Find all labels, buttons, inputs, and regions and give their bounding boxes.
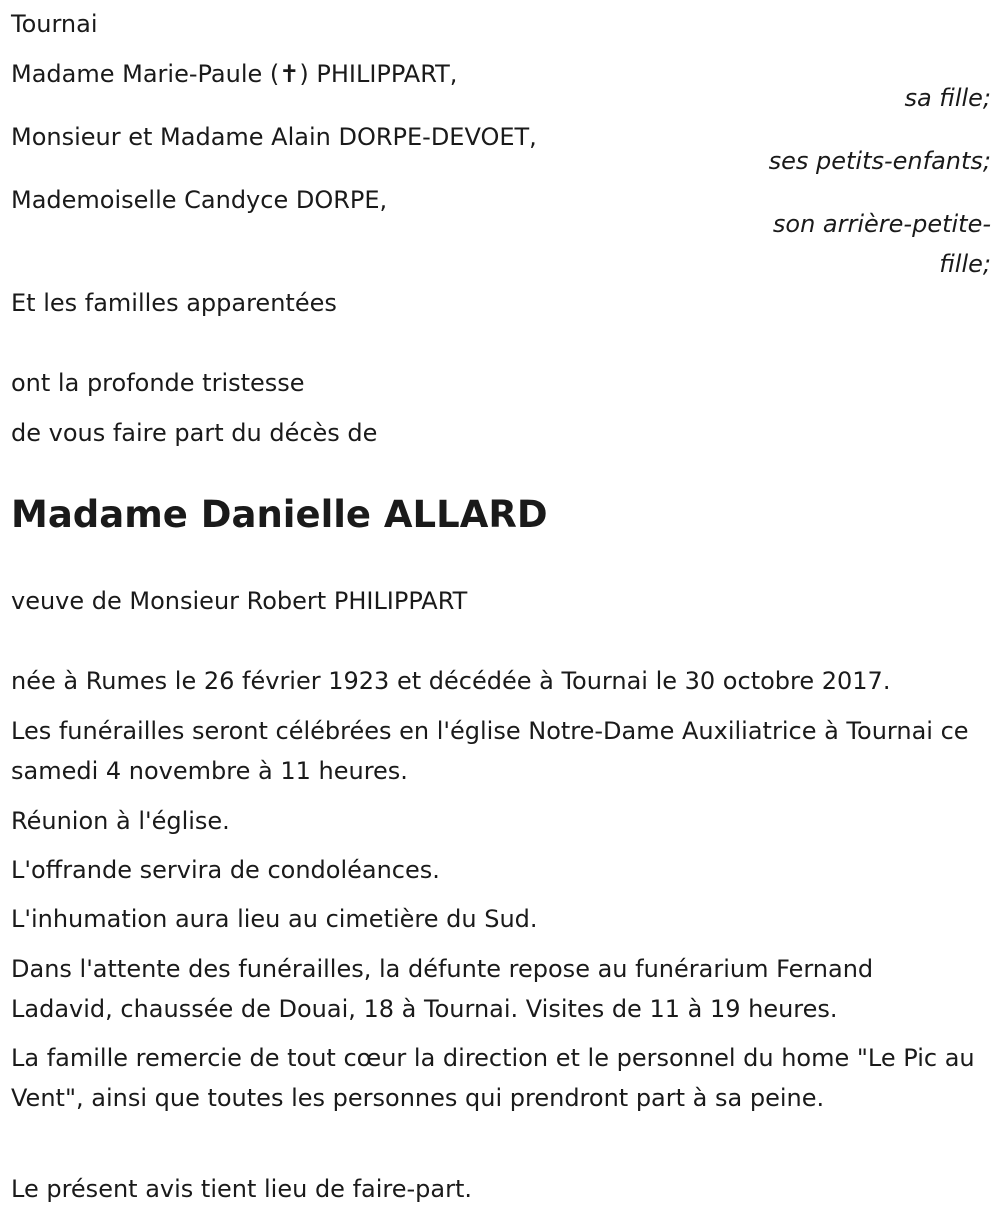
family-member-relation: sa fille; (904, 84, 991, 112)
offering-note: L'offrande servira de condoléances. (11, 856, 440, 884)
meeting-place: Réunion à l'église. (11, 807, 230, 835)
funeral-details: Les funérailles seront célébrées en l'église Notre-Dame Auxiliatrice à Tournai ce samedi 4 novembre à 11 heures. (11, 717, 969, 785)
widow-of: veuve de Monsieur Robert PHILIPPART (11, 587, 468, 615)
family-member-name: Monsieur et Madame Alain DORPE-DEVOET, (11, 123, 537, 151)
burial-location: L'inhumation aura lieu au cimetière du Sud. (11, 905, 538, 933)
notice-statement: Le présent avis tient lieu de faire-part. (11, 1175, 473, 1203)
city-heading: Tournai (11, 10, 98, 38)
family-thanks: La famille remercie de tout cœur la direction et le personnel du home "Le Pic au Vent", ainsi que toutes les personnes qui prendront part à sa peine. (11, 1044, 975, 1112)
family-member-name: Madame Marie-Paule (✝) PHILIPPART, (11, 60, 458, 88)
announcement-intro-continued: de vous faire part du décès de (11, 419, 378, 447)
family-member-relation: ses petits-enfants; (768, 147, 991, 175)
family-member-relation: son arrière-petite- (772, 210, 991, 238)
visiting-details: Dans l'attente des funérailles, la défunte repose au funérarium Fernand Ladavid, chaussée de Douai, 18 à Tournai. Visites de 11 à 19 heures. (11, 955, 874, 1023)
deceased-name: Madame Danielle ALLARD (11, 493, 548, 536)
related-families: Et les familles apparentées (11, 289, 337, 317)
family-member-relation-continued: fille; (939, 250, 991, 278)
birth-death-dates: née à Rumes le 26 février 1923 et décédée à Tournai le 30 octobre 2017. (11, 667, 891, 695)
family-member-name: Mademoiselle Candyce DORPE, (11, 186, 388, 214)
announcement-intro: ont la profonde tristesse (11, 369, 305, 397)
